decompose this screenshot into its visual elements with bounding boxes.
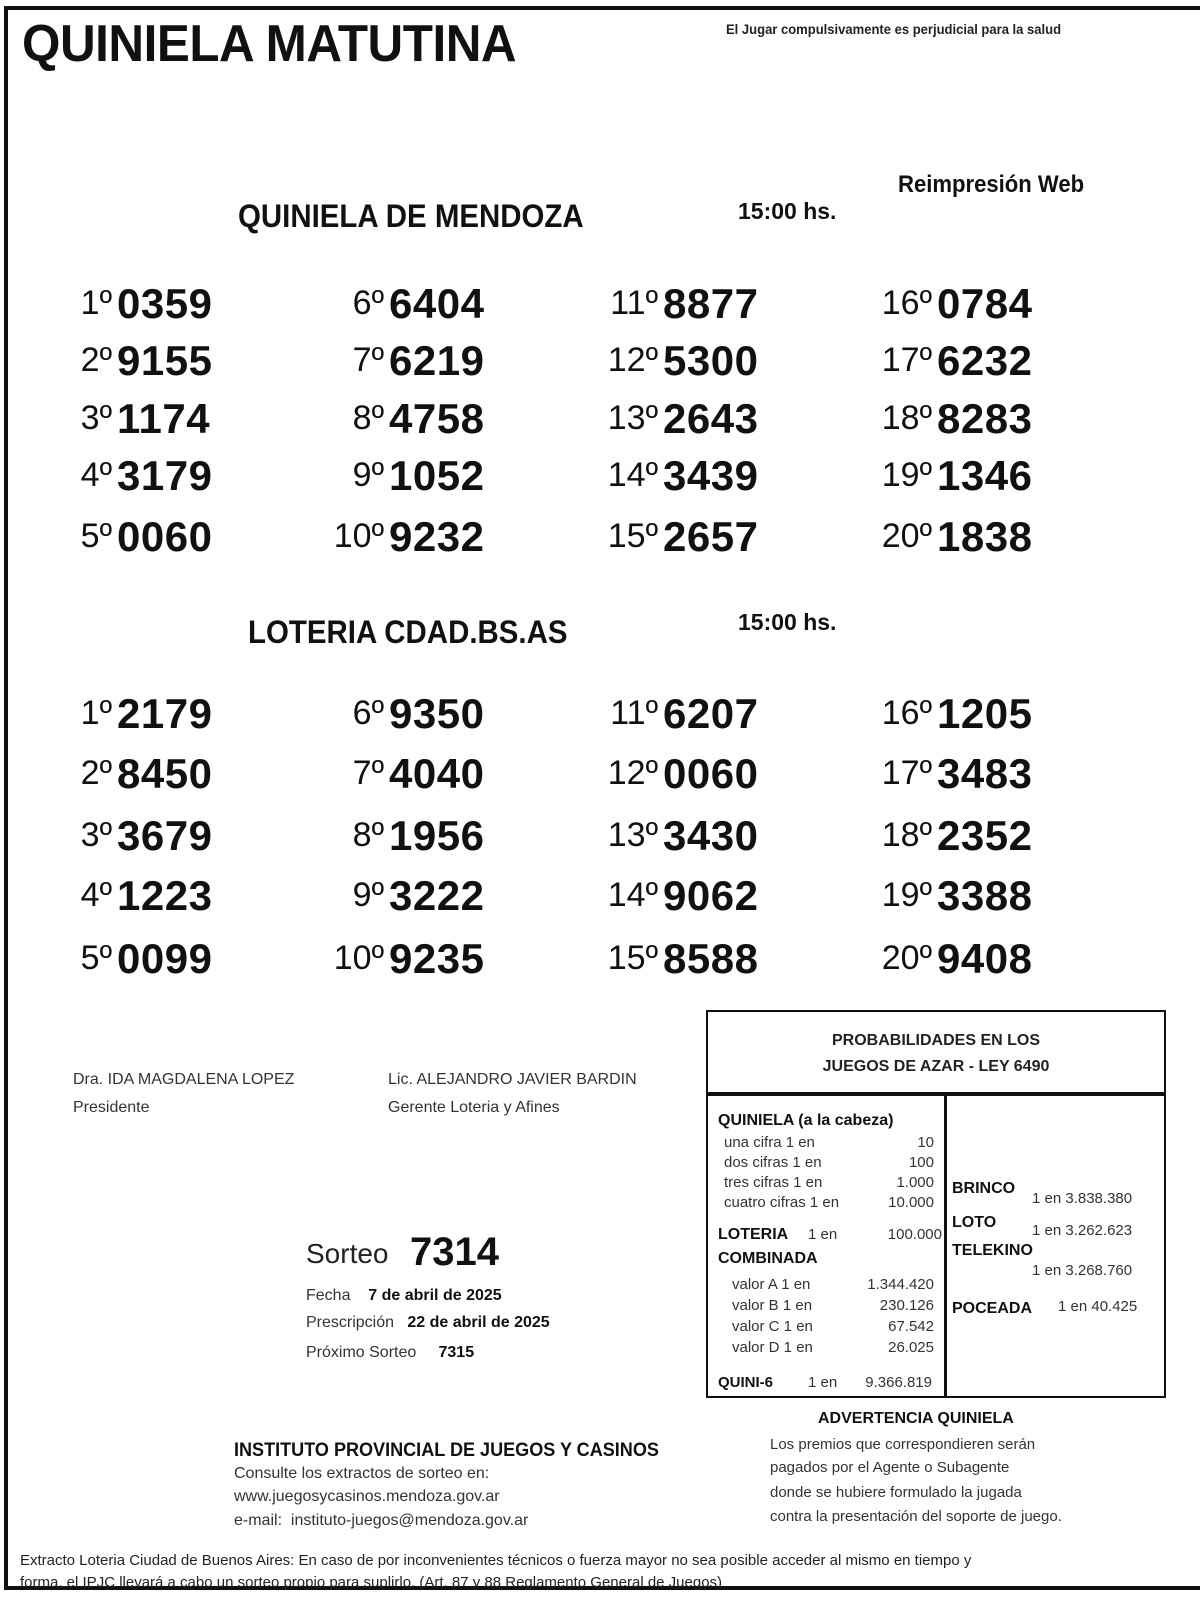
result-number: 0060	[117, 513, 213, 560]
result-number: 9232	[389, 513, 485, 560]
combinada-prob-label: valor B 1 en	[732, 1297, 813, 1314]
result-position: 20º	[881, 517, 932, 555]
result-position: 3º	[80, 399, 112, 437]
result-number: 2657	[663, 513, 759, 560]
quiniela-prob-value: 100	[908, 1154, 934, 1171]
result-position: 13º	[607, 399, 658, 437]
result-position: 8º	[352, 399, 384, 437]
result-position: 19º	[881, 456, 932, 494]
institute-website[interactable]: www.juegosycasinos.mendoza.gov.ar	[234, 1488, 500, 1505]
telekino-value: 1 en 3.268.760	[1032, 1262, 1133, 1279]
result-number: 8450	[117, 750, 213, 797]
section-title-loteria: LOTERIA CDAD.BS.AS	[248, 614, 568, 650]
result-number: 2643	[663, 395, 759, 442]
result-position: 20º	[881, 939, 932, 977]
draw-prescription	[306, 1314, 550, 1332]
combinada-prob-title: COMBINADA	[718, 1250, 818, 1267]
probabilities-title-line2: JUEGOS DE AZAR - LEY 6490	[822, 1058, 1050, 1075]
result-number: 4758	[389, 395, 485, 442]
result-number: 3388	[937, 872, 1033, 919]
result-position: 17º	[881, 341, 932, 379]
prescription-value: 22 de abril de 2025	[407, 1314, 550, 1331]
health-warning: El Jugar compulsivamente es perjudicial para la salud	[726, 21, 1062, 37]
quini6-prob-en: 1 en	[808, 1374, 838, 1391]
prescription-label: Prescripción	[306, 1314, 395, 1331]
combinada-prob-label: valor D 1 en	[732, 1339, 813, 1356]
advertencia-line: contra la presentación del soporte de juego.	[770, 1508, 1062, 1525]
result-number: 3679	[117, 812, 213, 859]
email-link[interactable]: instituto-juegos@mendoza.gov.ar	[290, 1512, 529, 1529]
result-number: 0359	[117, 280, 213, 327]
result-position: 2º	[80, 341, 112, 379]
result-number: 1052	[389, 452, 485, 499]
result-number: 0099	[117, 935, 213, 982]
result-number: 4040	[389, 750, 485, 797]
result-position: 17º	[881, 754, 932, 792]
section-time-loteria: 15:00 hs.	[738, 609, 837, 635]
draw-date-label: Fecha	[306, 1287, 351, 1304]
result-position: 14º	[607, 876, 658, 914]
result-position: 11º	[610, 694, 658, 732]
result-number: 6404	[389, 280, 485, 327]
poceada-label: POCEADA	[952, 1300, 1033, 1317]
result-position: 18º	[881, 816, 932, 854]
advertencia-line: pagados por el Agente o Subagente	[770, 1459, 1010, 1476]
result-number: 3179	[117, 452, 213, 499]
result-number: 3483	[937, 750, 1033, 797]
result-position: 8º	[352, 816, 384, 854]
quiniela-prob-value: 10.000	[888, 1194, 934, 1211]
signatory-role: Presidente	[73, 1099, 150, 1116]
signatory-name: Lic. ALEJANDRO JAVIER BARDIN	[388, 1071, 637, 1088]
quiniela-prob-label: cuatro cifras 1 en	[724, 1194, 840, 1211]
result-number: 9155	[117, 337, 213, 384]
quini6-prob-label: QUINI-6	[718, 1374, 774, 1391]
reprint-label: Reimpresión Web	[898, 171, 1085, 198]
combinada-prob-label: valor A 1 en	[732, 1276, 811, 1293]
result-number: 1838	[937, 513, 1033, 560]
result-position: 16º	[881, 694, 932, 732]
result-position: 2º	[80, 754, 112, 792]
probabilities-divider	[944, 1096, 947, 1396]
sorteo-number: 7314	[410, 1230, 499, 1274]
signatory-1	[73, 1066, 294, 1122]
loto-label: LOTO	[952, 1214, 997, 1231]
loteria-prob-value: 100.000	[887, 1226, 942, 1243]
result-number: 5300	[663, 337, 759, 384]
signatory-2	[388, 1066, 637, 1122]
loteria-prob-en: 1 en	[808, 1226, 838, 1243]
combinada-prob-value: 67.542	[888, 1318, 934, 1335]
section-time-mendoza: 15:00 hs.	[738, 198, 837, 224]
draw-date-value: 7 de abril de 2025	[368, 1287, 502, 1304]
result-position: 4º	[80, 876, 112, 914]
page-title: QUINIELA MATUTINA	[22, 15, 517, 73]
probabilities-title	[708, 1012, 1164, 1096]
result-position: 18º	[881, 399, 932, 437]
result-position: 11º	[610, 284, 658, 322]
result-number: 1956	[389, 812, 485, 859]
advertencia-line: Los premios que correspondieren serán	[770, 1436, 1036, 1453]
advertencia-line: donde se hubiere formulado la jugada	[770, 1484, 1022, 1501]
result-number: 6232	[937, 337, 1033, 384]
result-position: 10º	[333, 939, 384, 977]
combinada-prob-value: 26.025	[888, 1339, 934, 1356]
result-position: 3º	[80, 816, 112, 854]
result-position: 5º	[80, 517, 112, 555]
result-position: 6º	[352, 694, 384, 732]
result-position: 9º	[352, 456, 384, 494]
institute-title: INSTITUTO PROVINCIAL DE JUEGOS Y CASINOS	[234, 1440, 659, 1461]
signatory-name: Dra. IDA MAGDALENA LOPEZ	[73, 1071, 295, 1088]
result-number: 9350	[389, 690, 485, 737]
loteria-prob-label: LOTERIA	[718, 1226, 789, 1243]
result-number: 9062	[663, 872, 759, 919]
result-position: 7º	[352, 341, 384, 379]
result-number: 9235	[389, 935, 485, 982]
result-number: 8877	[663, 280, 759, 327]
result-position: 7º	[352, 754, 384, 792]
quiniela-prob-label: dos cifras 1 en	[724, 1154, 822, 1171]
result-number: 1346	[937, 452, 1033, 499]
result-position: 13º	[607, 816, 658, 854]
combinada-prob-value: 1.344.420	[867, 1276, 934, 1293]
quiniela-prob-value: 1.000	[896, 1174, 934, 1191]
result-position: 14º	[607, 456, 658, 494]
probabilities-title-line1: PROBABILIDADES EN LOS	[831, 1032, 1040, 1049]
result-number: 3222	[389, 872, 485, 919]
result-position: 10º	[333, 517, 384, 555]
result-number: 0784	[937, 280, 1033, 327]
result-position: 1º	[80, 284, 112, 322]
result-number: 3439	[663, 452, 759, 499]
result-number: 1174	[117, 395, 211, 442]
signatory-role: Gerente Loteria y Afines	[388, 1099, 560, 1116]
next-draw-value: 7315	[438, 1344, 475, 1361]
advertencia-title: ADVERTENCIA QUINIELA	[818, 1410, 1014, 1427]
result-number: 6207	[663, 690, 759, 737]
sorteo-label: Sorteo	[306, 1238, 389, 1269]
section-title-mendoza: QUINIELA DE MENDOZA	[238, 198, 584, 234]
result-position: 15º	[607, 517, 658, 555]
result-position: 9º	[352, 876, 384, 914]
brinco-value: 1 en 3.838.380	[1032, 1190, 1133, 1207]
combinada-prob-label: valor C 1 en	[732, 1318, 813, 1335]
result-number: 3430	[663, 812, 759, 859]
footer-line-1: Extracto Loteria Ciudad de Buenos Aires: En caso de por inconvenientes técnicos o fuerza mayor no sea posible acceder al mismo en tiempo y	[20, 1552, 972, 1569]
result-number: 1223	[117, 872, 213, 919]
result-number: 2179	[117, 690, 213, 737]
draw-date	[306, 1287, 502, 1305]
next-draw-label: Próximo Sorteo	[306, 1344, 417, 1361]
result-position: 16º	[881, 284, 932, 322]
result-number: 8283	[937, 395, 1033, 442]
quini6-prob-value: 9.366.819	[865, 1374, 932, 1391]
email-label: e-mail:	[234, 1512, 283, 1529]
result-number: 8588	[663, 935, 759, 982]
quiniela-prob-title: QUINIELA (a la cabeza)	[718, 1112, 894, 1129]
result-position: 15º	[607, 939, 658, 977]
institute-email	[234, 1512, 528, 1530]
quiniela-prob-label: una cifra 1 en	[724, 1134, 815, 1151]
probabilities-box	[706, 1010, 1166, 1398]
result-position: 12º	[607, 754, 658, 792]
quiniela-prob-label: tres cifras 1 en	[724, 1174, 823, 1191]
result-position: 6º	[352, 284, 384, 322]
next-draw	[306, 1344, 474, 1362]
result-position: 4º	[80, 456, 112, 494]
loto-value: 1 en 3.262.623	[1032, 1222, 1133, 1239]
result-number: 9408	[937, 935, 1033, 982]
result-number: 6219	[389, 337, 485, 384]
poceada-value: 1 en 40.425	[1058, 1298, 1138, 1315]
quiniela-prob-value: 10	[917, 1134, 934, 1151]
institute-consult: Consulte los extractos de sorteo en:	[234, 1465, 490, 1482]
result-position: 5º	[80, 939, 112, 977]
result-number: 2352	[937, 812, 1033, 859]
result-position: 12º	[607, 341, 658, 379]
telekino-label: TELEKINO	[952, 1242, 1033, 1259]
result-number: 1205	[937, 690, 1033, 737]
brinco-label: BRINCO	[952, 1180, 1016, 1197]
result-position: 1º	[80, 694, 112, 732]
footer-line-2: forma, el IPJC llevará a cabo un sorteo propio para suplirlo. (Art. 87 y 88 Reglamento General de Juegos)	[20, 1574, 723, 1591]
result-number: 0060	[663, 750, 759, 797]
combinada-prob-value: 230.126	[879, 1297, 934, 1314]
result-position: 19º	[881, 876, 932, 914]
